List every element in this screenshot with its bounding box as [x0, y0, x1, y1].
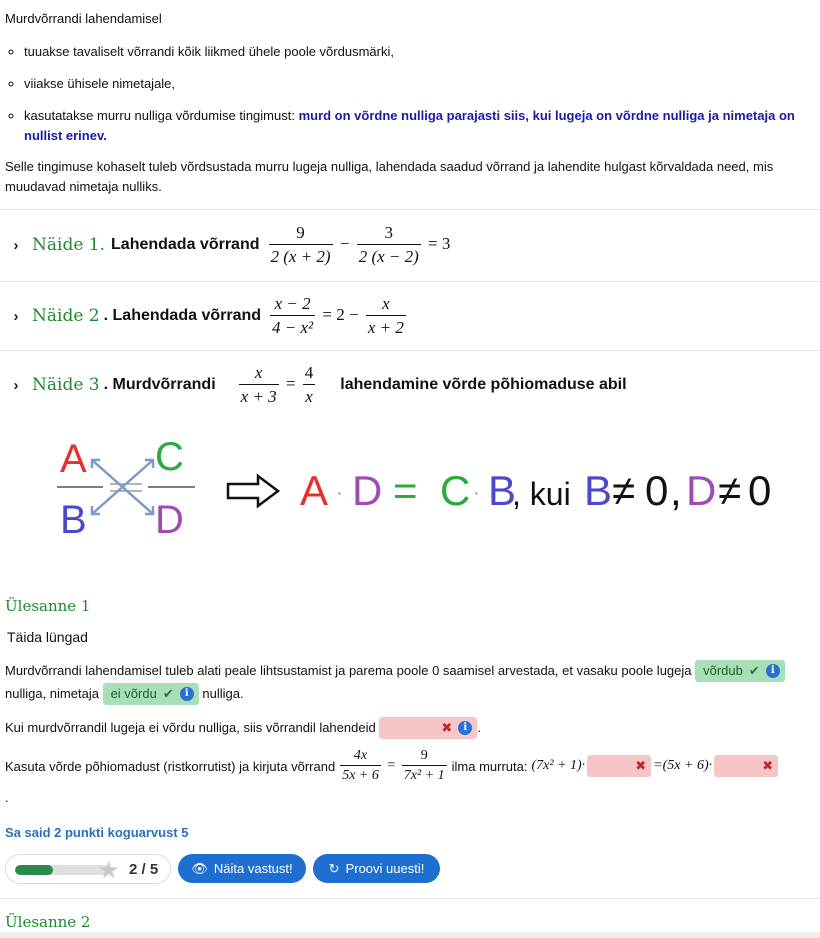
implies-arrow-icon: [228, 476, 278, 506]
task-1-paragraph-3: Kasuta võrde põhiomadust (ristkorrutist) ja kirjuta võrrand $\frac{4x}{5x + 6}$ = $\frac{9}{\text{7x² + 1}}$ ilma murruta: (7x² + 1)· ✖ =(5x + 6)· ✖: [5, 748, 820, 784]
task-1-instruction: Täida lüngad: [7, 629, 88, 645]
intro-bullet-2: ◦ viiakse ühisele nimetajale,: [24, 74, 805, 94]
info-icon[interactable]: i: [458, 721, 472, 735]
task-1-paragraph-3-end: .: [5, 790, 9, 805]
example-1-formula: $\frac{9}{2 (x + 2)}$ − $\frac{3}{2 (x - 2)}$ = 3: [270, 223, 451, 266]
check-icon: ✔: [162, 686, 174, 701]
example-3-formula: $\frac{x}{x + 3}$ = $\frac{4}{x}$: [240, 363, 314, 406]
result-text: Sa said 2 punkti koguarvust 5: [5, 825, 189, 840]
info-icon[interactable]: i: [766, 664, 780, 678]
score-progress-bar: [15, 865, 111, 875]
example-1-toggle[interactable]: [0, 215, 820, 275]
svg-text:A: A: [300, 467, 329, 514]
cross-icon: ✖: [441, 720, 453, 735]
svg-text:D: D: [352, 467, 383, 514]
svg-text:·: ·: [473, 482, 480, 504]
cross-icon: ✖: [635, 758, 647, 773]
star-icon: ★: [98, 857, 120, 884]
intro-list: [5, 42, 805, 146]
cross-multiplication-diagram: [0, 420, 820, 580]
gap-input-1[interactable]: võrdub ✔ i: [695, 660, 785, 682]
check-icon: ✔: [748, 663, 760, 678]
svg-text:=: =: [393, 467, 418, 514]
svg-text:0: 0: [645, 467, 669, 514]
example-3-text: . Murdvõrrandi: [103, 376, 216, 393]
show-answer-button[interactable]: 👁 Näita vastust!: [178, 854, 306, 883]
example-2-text: . Lahendada võrrand: [103, 307, 262, 324]
intro-paragraph: Selle tingimuse kohaselt tuleb võrdsustada murru lugeja nulliga, lahendada saadud võrrand ja lahendite hulgast kõrvaldada need, mis muudavad nimetaja nulliks.: [5, 159, 774, 194]
letter-d: D: [155, 498, 184, 542]
info-icon[interactable]: i: [180, 687, 194, 701]
intro-bullet-3-strong: murd on võrdne nulliga parajasti siis, kui lugeja on võrdne nulliga ja nimetaja on nullist erinev.: [24, 108, 795, 143]
intro-bullet-1: ◦ tuuakse tavaliselt võrrandi kõik liikmed ühele poole võrdusmärki,: [24, 42, 805, 62]
example-3-toggle[interactable]: [0, 357, 820, 413]
chevron-right-icon: ›: [13, 376, 19, 394]
task-1-title: Ülesanne 1: [5, 597, 91, 615]
svg-text:·: ·: [336, 482, 343, 504]
intro-heading: Murdvõrrandi lahendamisel: [5, 11, 162, 26]
scroll-edge: [0, 932, 820, 938]
example-2-formula: $\frac{x - 2}{\text{4 − x²}}$ = 2 − $\frac{x}{x + 2}$: [272, 294, 404, 337]
example-1-text: Lahendada võrrand: [111, 236, 260, 253]
task-2-title: Ülesanne 2: [5, 913, 91, 931]
svg-text:D: D: [686, 467, 717, 514]
letter-a: A: [60, 437, 87, 481]
example-2-title: Näide 2: [32, 306, 100, 326]
svg-text:, kui: , kui: [512, 476, 571, 512]
svg-text:B: B: [488, 467, 517, 514]
example-1-title: Näide 1.: [32, 235, 106, 255]
svg-text:≠: ≠: [612, 467, 636, 514]
intro-bullet-3: [24, 106, 805, 146]
example-2-toggle[interactable]: [0, 288, 820, 344]
refresh-icon: ↻: [328, 860, 340, 876]
example-3-text-after: lahendamine võrde põhiomaduse abil: [340, 376, 627, 393]
intro-bullet-3-text: kasutatakse murru nulliga võrdumise tingimust:: [24, 108, 299, 123]
eye-icon: 👁: [191, 860, 208, 876]
letter-c: C: [155, 435, 184, 479]
svg-text:B: B: [584, 467, 613, 514]
retry-button[interactable]: ↻ Proovi uuesti!: [313, 854, 440, 883]
svg-text:C: C: [440, 467, 471, 514]
task-1-paragraph-2: Kui murdvõrrandil lugeja ei võrdu nulliga, siis võrrandil lahendeid ✖ i .: [5, 716, 481, 739]
chevron-right-icon: ›: [13, 307, 19, 325]
gap-input-2[interactable]: ei võrdu ✔ i: [103, 683, 199, 705]
cross-icon: ✖: [762, 758, 774, 773]
gap-input-4[interactable]: [587, 755, 651, 777]
score-value: 2 / 5: [129, 861, 159, 878]
svg-text:≠: ≠: [718, 467, 742, 514]
gap-input-3[interactable]: [379, 717, 477, 739]
svg-text:,: ,: [670, 467, 682, 514]
example-3-title: Näide 3: [32, 375, 100, 395]
task-1-paragraph-1: Murdvõrrandi lahendamisel tuleb alati peale lihtsustamist ja parema poole 0 saamisel arvestada, et vasaku poole lugeja võrdub ✔ i nulliga, nimetaja ei võrdu ✔ i nulliga.: [5, 659, 815, 705]
score-widget: [5, 854, 171, 884]
chevron-right-icon: ›: [13, 236, 19, 254]
gap-input-5[interactable]: [714, 755, 778, 777]
letter-b: B: [60, 498, 87, 542]
svg-text:0: 0: [748, 467, 772, 514]
